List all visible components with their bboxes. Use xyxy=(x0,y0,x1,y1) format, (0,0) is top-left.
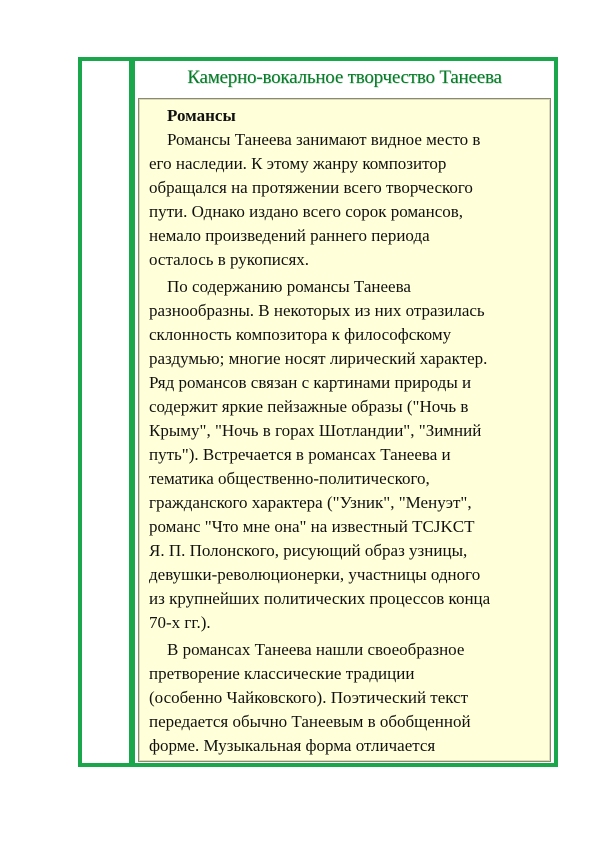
text-line: В романсах Танеева нашли своеобразное xyxy=(167,640,465,659)
frame-divider xyxy=(129,57,135,767)
page-title: Камерно-вокальное творчество Танеева xyxy=(187,67,502,88)
text-line: 70-х гг.). xyxy=(149,613,211,632)
text-line: склонность композитора к философскому xyxy=(149,325,452,344)
text-line: его наследии. К этому жанру композитор xyxy=(149,154,447,173)
text-content-box xyxy=(138,98,551,762)
text-line: содержит яркие пейзажные образы ("Ночь в xyxy=(149,397,469,416)
text-line: пути. Однако издано всего сорок романсов, xyxy=(149,202,464,221)
text-line: Крыму", "Ночь в горах Шотландии", "Зимний xyxy=(149,421,482,440)
paragraph-2 xyxy=(149,275,544,635)
text-line: разнообразны. В некоторых из них отразилась xyxy=(149,301,485,320)
text-line: романс "Что мне она" на известный TCJKCT xyxy=(149,517,475,536)
text-line: Я. П. Полонского, рисующий образ узницы, xyxy=(149,541,468,560)
paragraph-1 xyxy=(149,128,544,272)
slide-header xyxy=(135,61,554,95)
section-heading: Романсы xyxy=(167,106,236,125)
text-line: претворение классические традиции xyxy=(149,664,415,683)
text-line: путь"). Встречается в романсах Танеева и xyxy=(149,445,451,464)
text-line: форме. Музыкальная форма отличается xyxy=(149,736,436,755)
text-line: девушки-революционерки, участницы одного xyxy=(149,565,481,584)
text-line: По содержанию романсы Танеева xyxy=(167,277,411,296)
text-line: из крупнейших политических процессов конца xyxy=(149,589,491,608)
text-line: немало произведений раннего периода xyxy=(149,226,430,245)
text-line: осталось в рукописях. xyxy=(149,250,310,269)
text-line: обращался на протяжении всего творческого xyxy=(149,178,473,197)
text-line: Ряд романсов связан с картинами природы и xyxy=(149,373,472,392)
text-line: гражданского характера ("Узник", "Менуэт", xyxy=(149,493,472,512)
paragraph-3 xyxy=(149,638,544,758)
text-line: (особенно Чайковского). Поэтический текст xyxy=(149,688,469,707)
text-line: тематика общественно-политического, xyxy=(149,469,430,488)
text-line: раздумью; многие носят лирический характер. xyxy=(149,349,488,368)
text-line: Романсы Танеева занимают видное место в xyxy=(167,130,481,149)
text-line: передается обычно Танеевым в обобщенной xyxy=(149,712,471,731)
